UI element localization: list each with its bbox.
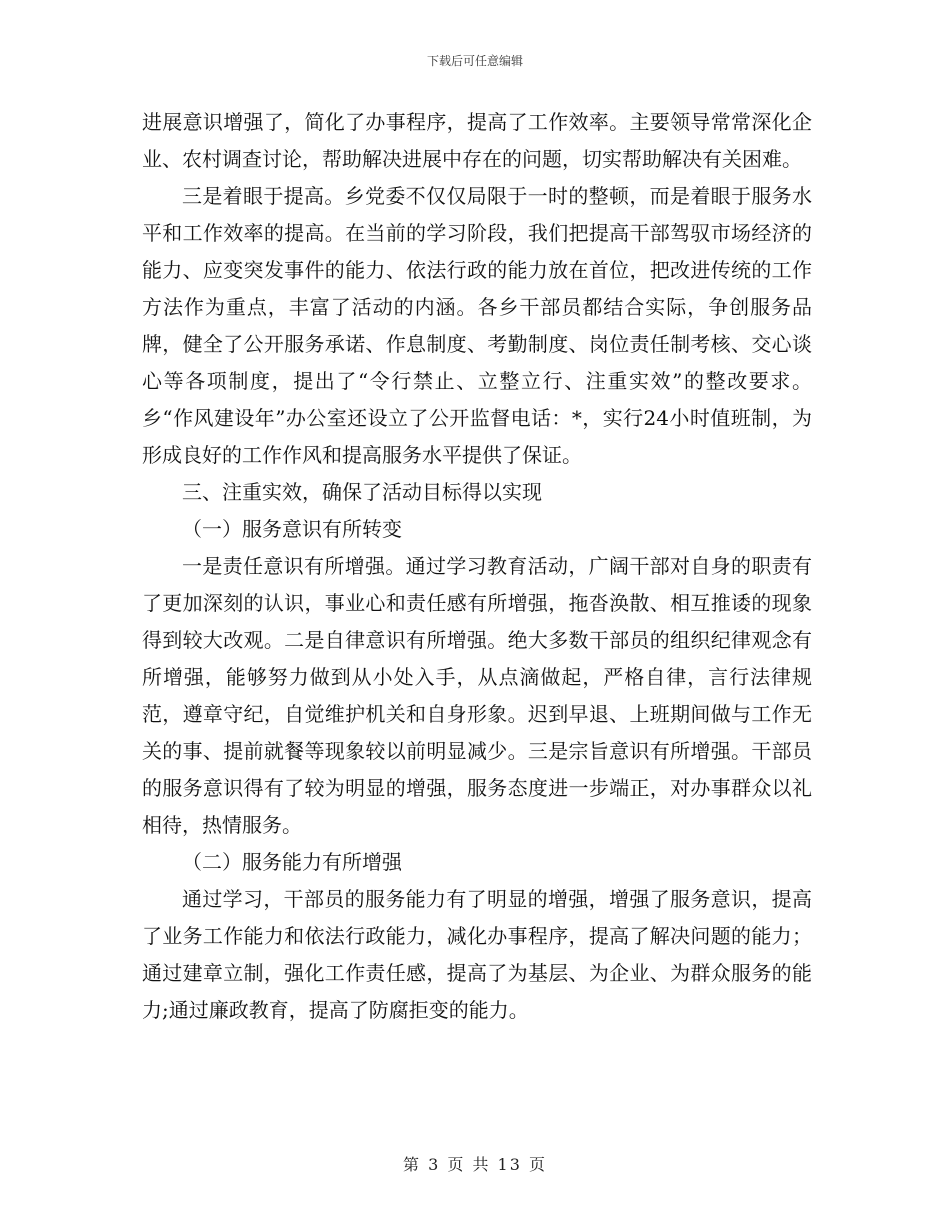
paragraph-service-ability: 通过学习，干部员的服务能力有了明显的增强，增强了服务意识，提高了业务工作能力和依法行政能力，减化办事程序，提高了解决问题的能力；通过建章立制，强化工作责任感，提高了为基层、为企业、为群众服务的能力;通过廉政教育，提高了防腐拒变的能力。 [142,887,812,1022]
page-number-footer: 第 3 页 共 13 页 [403,1155,547,1174]
page-header-note: 下载后可任意编辑 [426,54,523,68]
section-heading-3: 三、注重实效，确保了活动目标得以实现 [182,480,542,504]
paragraph-continuation: 进展意识增强了，简化了办事程序，提高了工作效率。主要领导常常深化企业、农村调查讨论，帮助解决进展中存在的问题，切实帮助解决有关困难。 [142,110,812,171]
document-body [142,104,812,1029]
subsection-heading-2: （二）服务能力有所增强 [182,850,402,874]
subsection-heading-1: （一）服务意识有所转变 [182,517,402,541]
paragraph-service-awareness: 一是责任意识有所增强。通过学习教育活动，广阔干部对自身的职责有了更加深刻的认识，事业心和责任感有所增强，拖沓涣散、相互推诿的现象得到较大改观。二是自律意识有所增强。绝大多数干部员的组织纪律观念有所增强，能够努力做到从小处入手，从点滴做起，严格自律，言行法律规范，遵章守纪，自觉维护机关和自身形象。迟到早退、上班期间做与工作无关的事、提前就餐等现象较以前明显减少。三是宗旨意识有所增强。干部员的服务意识得有了较为明显的增强，服务态度进一步端正，对办事群众以礼相待，热情服务。 [142,554,812,837]
paragraph-third-point: 三是着眼于提高。乡党委不仅仅局限于一时的整顿，而是着眼于服务水平和工作效率的提高。在当前的学习阶段，我们把提高干部驾驭市场经济的能力、应变突发事件的能力、依法行政的能力放在首位，把改进传统的工作方法作为重点，丰富了活动的内涵。各乡干部员都结合实际，争创服务品牌，健全了公开服务承诺、作息制度、考勤制度、岗位责任制考核、交心谈心等各项制度，提出了“令行禁止、立整立行、注重实效”的整改要求。乡“作风建设年”办公室还设立了公开监督电话：*，实行24小时值班制，为形成良好的工作作风和提高服务水平提供了保证。 [142,184,812,467]
